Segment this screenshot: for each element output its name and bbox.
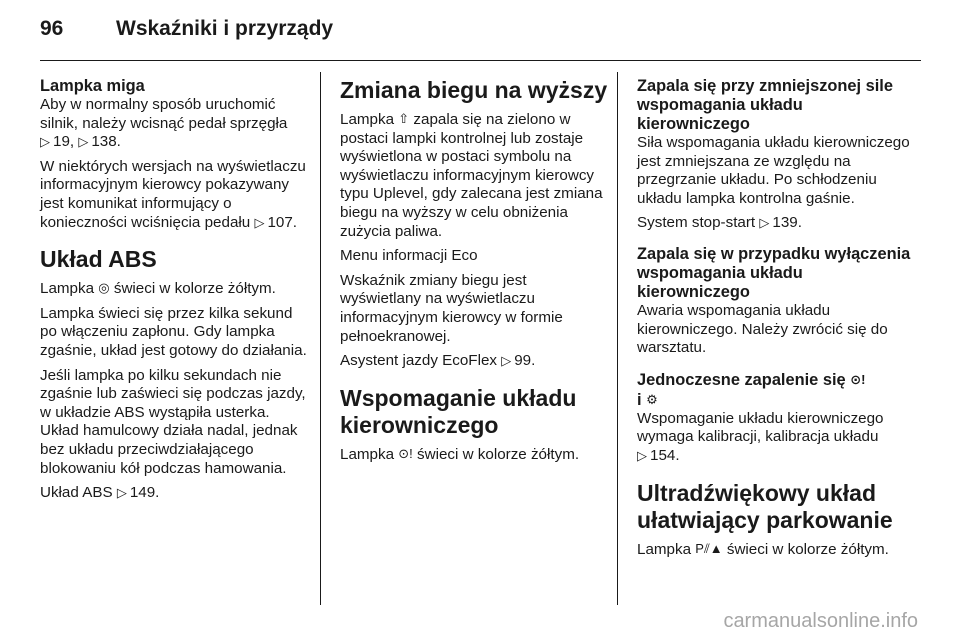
paragraph: Aby w normalny sposób uruchomić silnik, należy wcisnąć pedał sprzęgła ▷ 19, ▷ 138. (40, 96, 288, 151)
paragraph: System stop-start ▷ 139. (637, 214, 802, 232)
header-rule (40, 60, 921, 61)
column-2 (340, 77, 608, 470)
heading-abs: Układ ABS (40, 246, 157, 273)
paragraph: Asystent jazdy EcoFlex ▷ 99. (340, 352, 536, 370)
page-number: 96 (40, 17, 64, 40)
paragraph: Lampka świeci się przez kilka sekund po włączeniu zapłonu. Gdy lampka zgaśnie, układ jest gotowy do działania. (40, 304, 307, 359)
page-ref-arrow-icon: ▷ (78, 134, 89, 150)
column-divider (617, 72, 618, 605)
page-ref-link[interactable]: 19, (53, 133, 79, 151)
steering-warning-icon: ⊙! (398, 445, 413, 461)
paragraph: Wskaźnik zmiany biegu jest wyświetlany na wyświetlaczu informacyjnym kierowcy w formie pełnoekranowej. (340, 271, 563, 345)
paragraph: Awaria wspomagania układu kierowniczego. Należy zwrócić się do warsztatu. (637, 301, 888, 357)
upshift-icon: ⇧ (398, 111, 410, 126)
heading-simultaneous: Jednoczesne zapalenie się ⊙! i ⚙ (637, 370, 866, 409)
watermark: carmanualsonline.info (723, 610, 918, 632)
page-ref-link[interactable]: 138. (91, 133, 121, 151)
page-ref-arrow-icon: ▷ (501, 353, 512, 369)
paragraph: Siła wspomagania układu kierowniczego jest zmniejszana ze względu na przegrzanie układu. Po schłodzeniu układu lampka kontrolna gaśnie. (637, 134, 910, 207)
heading-lampka-miga: Lampka miga (40, 77, 145, 95)
paragraph: W niektórych wersjach na wyświetlaczu informacyjnym kierowcy pokazywany jest komunikat informujący o konieczności wciśnięcia pedału ▷ 107. (40, 157, 306, 231)
abs-warning-icon: ◎ (98, 280, 110, 296)
steering-calibration-icon: ⚙ (646, 391, 658, 407)
paragraph: Wspomaganie układu kierowniczego wymaga kalibracji, kalibracja układu ▷ 154. (637, 409, 884, 464)
heading-reduced-assist: Zapala się przy zmniejszonej sile wspomagania układu kierowniczego (637, 77, 893, 133)
heading-assist-off: Zapala się w przypadku wyłączenia wspomagania układu kierowniczego (637, 244, 911, 301)
page-ref-link[interactable]: 139. (772, 214, 802, 232)
heading-upshift: Zmiana biegu na wyższy (340, 77, 608, 103)
paragraph: Menu informacji Eco (340, 247, 478, 265)
page-ref-arrow-icon: ▷ (40, 134, 50, 150)
page-ref-arrow-icon: ▷ (759, 215, 770, 231)
paragraph: Lampka ◎ świeci w kolorze żółtym. (40, 280, 276, 298)
column-1 (40, 77, 310, 509)
page-ref-arrow-icon: ▷ (116, 485, 127, 501)
paragraph: Lampka ⊙! świeci w kolorze żółtym. (340, 445, 580, 463)
heading-parking-assist: Ultradźwiękowy układ ułatwiający parkowanie (637, 479, 893, 533)
steering-warning-icon: ⊙! (850, 371, 866, 387)
paragraph: Jeśli lampka po kilku sekundach nie zgaśnie lub zaświeci się podczas jazdy, w układzie ABS wystąpiła usterka. Układ hamulcowy działa nadal, jednak bez układu przeciwdziałającego blokowaniu kół podczas hamowania. (40, 366, 306, 477)
page-title: Wskaźniki i przyrządy (116, 17, 334, 40)
parking-assist-icon: P⫽▲ (695, 540, 723, 556)
page-ref-arrow-icon: ▷ (254, 214, 265, 230)
page-ref-link[interactable]: 154. (650, 446, 680, 464)
column-3 (637, 77, 917, 565)
page-ref-link[interactable]: 107. (267, 213, 298, 231)
heading-power-steering: Wspomaganie układu kierowniczego (340, 384, 577, 438)
paragraph: Układ ABS ▷ 149. (40, 484, 160, 502)
page-ref-link[interactable]: 149. (129, 484, 160, 502)
paragraph: Lampka ⇧ zapala się na zielono w postaci lampki kontrolnej lub zostaje wyświetlona w postaci symbolu na wyświetlaczu informacyjnym kierowcy typu Uplevel, gdy zalecana jest zmiana biegu na wyższy w celu obniżenia zużycia paliwa. (340, 111, 603, 240)
column-divider (320, 72, 321, 605)
page-ref-arrow-icon: ▷ (637, 447, 647, 463)
page-ref-link[interactable]: 99. (514, 352, 536, 370)
paragraph: Lampka P⫽▲ świeci w kolorze żółtym. (637, 540, 889, 558)
